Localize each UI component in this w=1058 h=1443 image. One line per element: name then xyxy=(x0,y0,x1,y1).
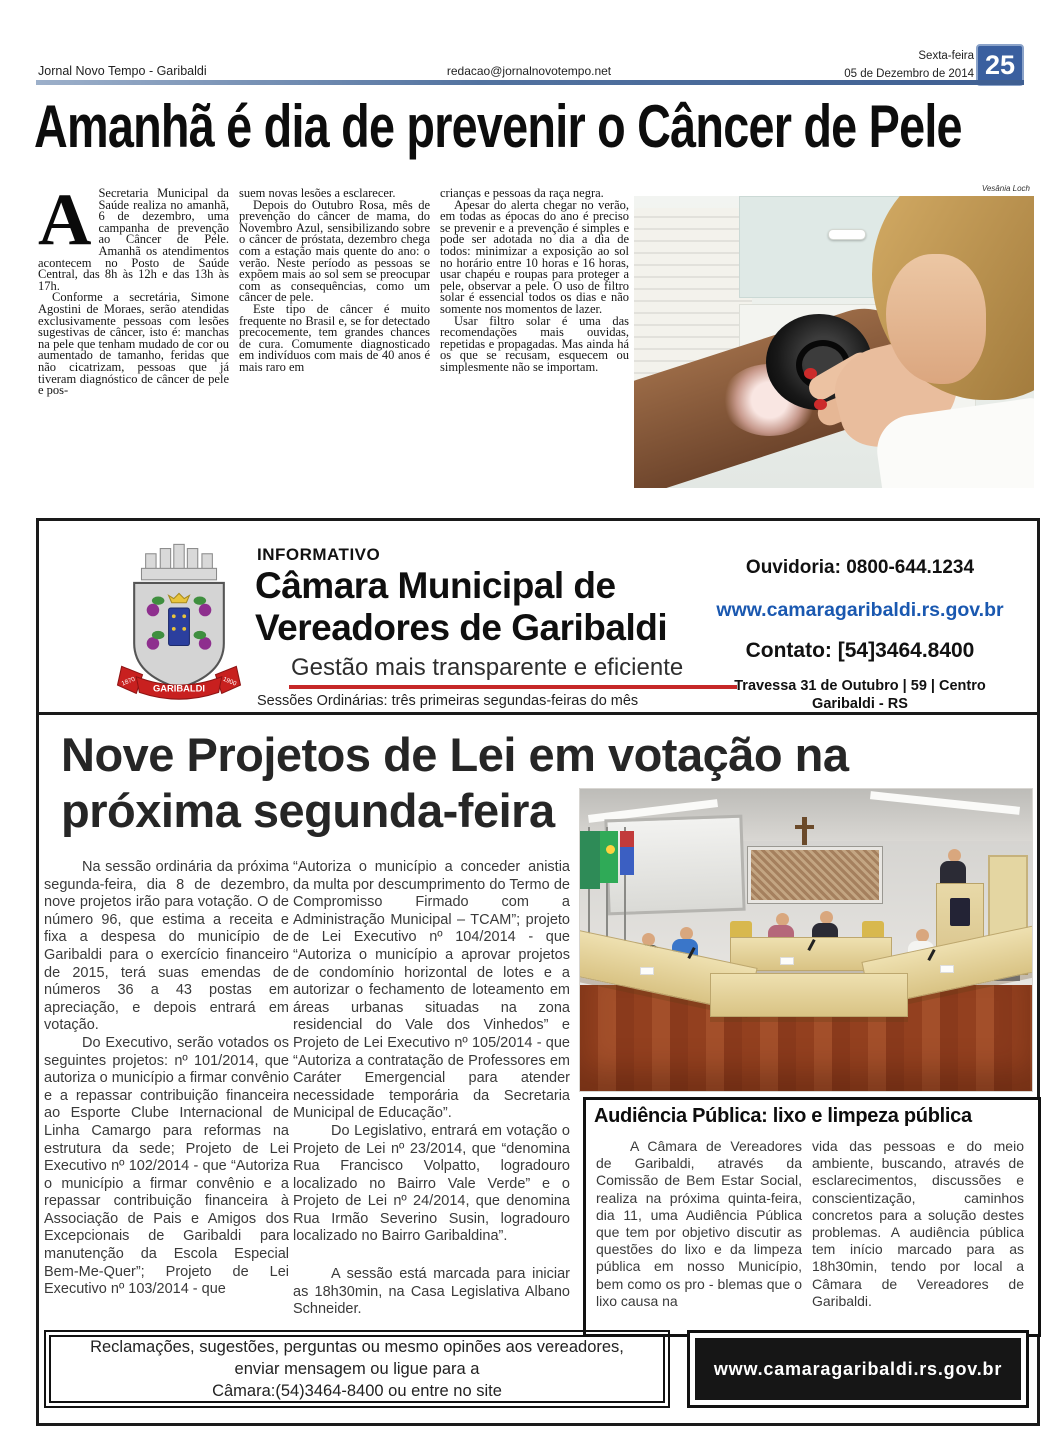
date-block xyxy=(844,48,974,84)
redaction-email: redacao@jornalnovotempo.net xyxy=(446,64,612,78)
article2-paragraph: A sessão está marcada para iniciar as 18h30min, na Casa Legislativa Albano Schneider. xyxy=(293,1266,570,1318)
article2-paragraph: Do Executivo, serão votados os seguintes projetos: nº 101/2014, que autoriza o município a firmar convênio e a repassar contribuição financeira ao Esporte Clube Internacional de Linha Camargo para reformas na estrutura da sede; Projeto de Lei Executivo nº 102/2014 - que “Autoriza o município a firmar convênio e a repassar contribuição financeira à Associação de Pais e Amigos dos Excepcionais de Garibaldi para manutenção da Escola Especial Bem-Me-Quer”; Projeto de Lei Executivo nº 103/2014 - que xyxy=(44,1034,289,1298)
svg-text:GARIBALDI: GARIBALDI xyxy=(152,683,206,694)
article1-paragraph: Depois do Outubro Rosa, mês de prevenção do câncer de mama, do Novembro Azul, sensibilizando sobre o câncer de próstata, dezembro chega com a estação mais quente do ano: o verão. Neste período as pessoas se expõem mais ao sol sem se preocupar com as consequências, como um câncer de pele. xyxy=(239,197,430,305)
article1-paragraph: suem novas lesões a esclarecer. xyxy=(239,186,396,200)
feedback-line: Câmara:(54)3464-8400 ou entre no site xyxy=(212,1382,502,1401)
audiencia-title: Audiência Pública: lixo e limpeza pública xyxy=(594,1105,972,1127)
article1-column-1 xyxy=(38,179,229,398)
svg-text:1900: 1900 xyxy=(221,675,238,688)
audiencia-column-2 xyxy=(812,1138,1024,1310)
masthead: Jornal Novo Tempo - Garibaldi xyxy=(38,64,207,78)
crucifix-icon xyxy=(802,817,807,845)
drop-cap: A xyxy=(38,179,92,261)
article1-paragraph: Este tipo de câncer é muito frequente no Brasil e, se for detectado precocemente, tem grandes chances de cura. Comumente diagnosticado em indivíduos com mais de 40 anos é mais raro em xyxy=(239,301,430,374)
banner-title-line2: Vereadores de Garibaldi xyxy=(255,607,668,648)
article2-column-2 xyxy=(293,859,570,1327)
drawer-handle xyxy=(828,229,866,240)
feedback-box xyxy=(44,1330,670,1408)
audiencia-paragraph: A Câmara de Vereadores de Garibaldi, através da Comissão de Bem Estar Social, realiza na próxima quinta-feira, dia 11, uma Audiência Pública que tem por objetivo discutir as questões do lixo e da limpeza pública em nosso Município, bem como os pro - blemas que o lixo causa na xyxy=(596,1138,802,1309)
article1-paragraph: Apesar do alerta chegar no verão, em todas as épocas do ano é preciso se prevenir e a prevenção é simples e pode ser adotada no dia a dia de todos: minimizar a exposição ao sol no horário entre 10 horas e 16 horas, usar chapéu e roupas para proteger a pele, observar a pele. O uso de filtro solar é essencial todos os dias e não somente nos momentos de lazer. xyxy=(440,197,629,316)
website-box xyxy=(687,1330,1029,1408)
papers xyxy=(640,967,654,975)
papers xyxy=(780,957,794,965)
feedback-line: enviar mensagem ou ligue para a xyxy=(234,1359,480,1378)
camara-informativo-section xyxy=(36,518,1040,1426)
audiencia-paragraph: vida das pessoas e do meio ambiente, buscando, através de esclarecimentos, discussões e conscientização, caminhos concretos para a solução destes problemas. A audiência pública tem início marcado para as 18h30min, tendo por local a Câmara de Vereadores de Garibaldi. xyxy=(812,1138,1024,1309)
feedback-line: Reclamações, sugestões, perguntas ou mesmo opinões aos vereadores, xyxy=(90,1337,624,1356)
article1-paragraph: crianças e pessoas da raça negra. xyxy=(440,186,604,200)
article1-column-3 xyxy=(440,188,629,374)
banner-tagline: Gestão mais transparente e eficiente xyxy=(291,654,684,681)
website-box-link: www.camaragaribaldi.rs.gov.br xyxy=(695,1338,1021,1400)
feedback-text xyxy=(49,1335,665,1403)
flag xyxy=(620,847,634,875)
article2-paragraph: Do Legislativo, entrará em votação o Projeto de Lei nº 23/2014, que “denomina Rua Francisco Volpatto, logradouro localizado no Bairro Vale Verde” e o Projeto de Lei nº 24/2014, que denomina Rua Irmão Severino Susin, logradouro localizado no Bairro Garibaldina”. xyxy=(293,1122,570,1245)
page-number-badge: 25 xyxy=(976,44,1024,86)
aerial-city-picture xyxy=(748,847,882,903)
podium-crest xyxy=(950,898,970,926)
weekday: Sexta-feira xyxy=(918,50,974,62)
article2-paragraph: “Autoriza o município a conceder anistia da multa por descumprimento do Termo de Compromisso Firmado com a Administração Municipal – TCAM”; projeto de Lei Executivo nº 104/2014 - que “Autoriza o município a aprovar projetos de condomínio horizontal de lotes e a autorizar o fechamento de loteamento em áreas urbanas situadas na zona residencial do Vale dos Vinhedos” e Projeto de Lei Executivo nº 105/2014 - que “Autoriza a contratação de Professores em Caráter Emergencial para atender necessidade temporária da Secretaria Municipal de Educação”. xyxy=(293,859,570,1122)
contact-line: Contato: [54]3464.8400 xyxy=(745,639,975,662)
banner-title-line1: Câmara Municipal de xyxy=(255,565,616,606)
website-link: www.camaragaribaldi.rs.gov.br xyxy=(716,599,1004,621)
brazil-flag xyxy=(600,831,618,883)
crucifix-icon xyxy=(795,825,814,829)
article1-column-2 xyxy=(239,188,430,374)
address-line2: Garibaldi - RS xyxy=(812,696,908,712)
council-chamber-photo xyxy=(579,788,1033,1092)
article2-column-1 xyxy=(44,859,289,1327)
brazil-flag-diamond xyxy=(606,845,615,854)
audiencia-column-1 xyxy=(596,1138,802,1310)
article1-paragraph: Usar filtro solar é uma das recomendações mais ouvidas, repetidas e propagadas. Mas ainda há os que se recusam, esquecem ou simplesmente não se importam. xyxy=(440,313,629,374)
sessions-note: Sessões Ordinárias: três primeiras segundas-feiras do mês xyxy=(257,693,639,709)
dermatology-photo xyxy=(634,196,1034,488)
speaker-body xyxy=(940,861,966,883)
red-nail xyxy=(814,399,827,410)
svg-text:1870: 1870 xyxy=(120,675,137,688)
banner-separator xyxy=(39,712,1037,715)
photo-credit: Vesânia Loch xyxy=(981,184,1030,193)
article1-paragraph: Conforme a secretária, Simone Agostini de Moraes, serão atendidas exclusivamente pessoas com lesões sugestivas de câncer, isto é: manchas na pele que tenham mudado de cor ou aumentado de tamanho, feridas que não cicatrizam, pessoas que já tiveram diagnóstico de câncer de pele e pos- xyxy=(38,290,229,398)
article2-paragraph: Na sessão ordinária da próxima segunda-feira, dia 8 de dezembro, nove projetos irão para votação. O de número 96, que estima a receita e fixa a despesa do município de Garibaldi para o exercício financeiro de 2015, terá suas emendas de números 36 a 43 postas em apreciação, e depois entrará em votação. xyxy=(44,859,289,1034)
audiencia-publica-box xyxy=(583,1097,1041,1337)
red-nail xyxy=(804,368,817,379)
article2-headline: Nove Projetos de Lei em votação na próxima segunda-feira xyxy=(61,728,849,837)
papers xyxy=(940,965,954,973)
red-underline xyxy=(289,685,737,689)
garibaldi-coat-of-arms xyxy=(111,535,247,707)
article1-paragraph: A Secretaria Municipal da Saúde realiza no amanhã, 6 de dezembro, uma campanha de prevenção ao Câncer de Pele. Amanhã os atendimentos acontecem no Posto de Saúde Central, das 8h às 12h e das 13h às 17h. xyxy=(38,179,229,293)
date: 05 de Dezembro de 2014 xyxy=(844,67,974,80)
desk-front xyxy=(710,973,908,1017)
article1-headline: Amanhã é dia de prevenir o Câncer de Pele xyxy=(34,93,962,160)
address-line1: Travessa 31 de Outubro | 59 | Centro xyxy=(734,678,986,694)
ouvidoria-line: Ouvidoria: 0800-644.1234 xyxy=(745,557,975,578)
header-rule xyxy=(36,80,1024,85)
flag xyxy=(580,831,600,889)
banner-kicker: INFORMATIVO xyxy=(257,545,381,564)
